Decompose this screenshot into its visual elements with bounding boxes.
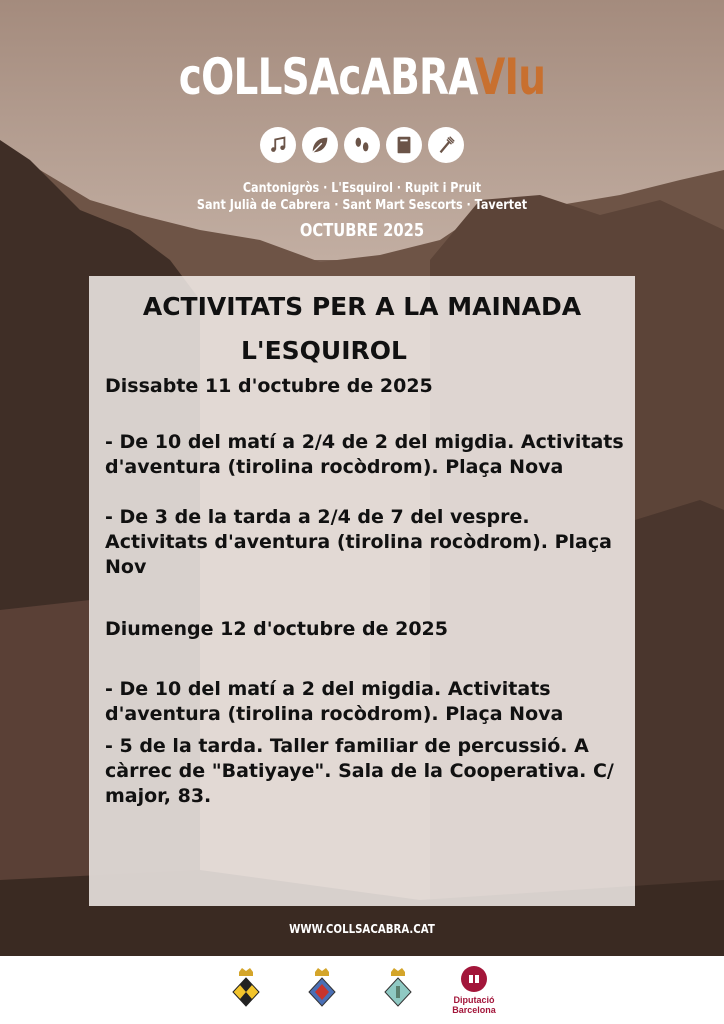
book-icon bbox=[386, 127, 422, 163]
theme-icons bbox=[0, 127, 724, 163]
municipal-shield-2 bbox=[307, 966, 337, 1010]
footer-logos bbox=[0, 956, 724, 1024]
day2-item-1: - De 10 del matí a 2 del migdia. Activitats d'aventura (tirolina rocòdrom). Plaça Nova bbox=[105, 678, 564, 725]
diputacio-barcelona-logo bbox=[444, 966, 504, 1015]
day1-item-1: - De 10 del matí a 2/4 de 2 del migdia. Activitats d'aventura (tirolina rocòdrom). Plaça Nova bbox=[105, 431, 624, 478]
day2-heading: Diumenge 12 d'octubre de 2025 bbox=[105, 618, 448, 640]
logo-main-text: cOLLSAcABRA bbox=[178, 48, 476, 106]
content-panel bbox=[89, 276, 635, 906]
website-link[interactable]: WWW.COLLSACABRA.CAT bbox=[289, 922, 435, 936]
collsacabra-viu-logo bbox=[80, 48, 645, 106]
municipal-shield-1 bbox=[231, 966, 261, 1010]
panel-title: ACTIVITATS PER A LA MAINADA bbox=[142, 292, 582, 321]
leaf-icon bbox=[302, 127, 338, 163]
towns-line-2: Sant Julià de Cabrera · Sant Mart Sescorts · Tavertet bbox=[196, 198, 528, 213]
barcelona-text: Barcelona bbox=[452, 1005, 496, 1015]
towns-line-1: Cantonigròs · L'Esquirol · Rupit i Pruit bbox=[242, 181, 482, 196]
day2-item-2: - 5 de la tarda. Taller familiar de percussió. A càrrec de "Batiyaye". Sala de la Cooperativa. C/ major, 83. bbox=[105, 735, 614, 807]
day1-heading: Dissabte 11 d'octubre de 2025 bbox=[105, 375, 433, 397]
logo-accent-text: VIu bbox=[475, 48, 546, 106]
music-icon bbox=[260, 127, 296, 163]
event-month: OCTUBRE 2025 bbox=[299, 220, 425, 241]
footprints-icon bbox=[344, 127, 380, 163]
panel-location: L'ESQUIROL bbox=[241, 336, 407, 365]
day1-item-2: - De 3 de la tarda a 2/4 de 7 del vespre. Activitats d'aventura (tirolina rocòdrom). Plaça Nov bbox=[105, 506, 612, 578]
diputacio-emblem-icon bbox=[461, 966, 487, 992]
fork-icon bbox=[428, 127, 464, 163]
diputacio-text: Diputació bbox=[453, 995, 495, 1005]
municipal-shield-3 bbox=[383, 966, 413, 1010]
